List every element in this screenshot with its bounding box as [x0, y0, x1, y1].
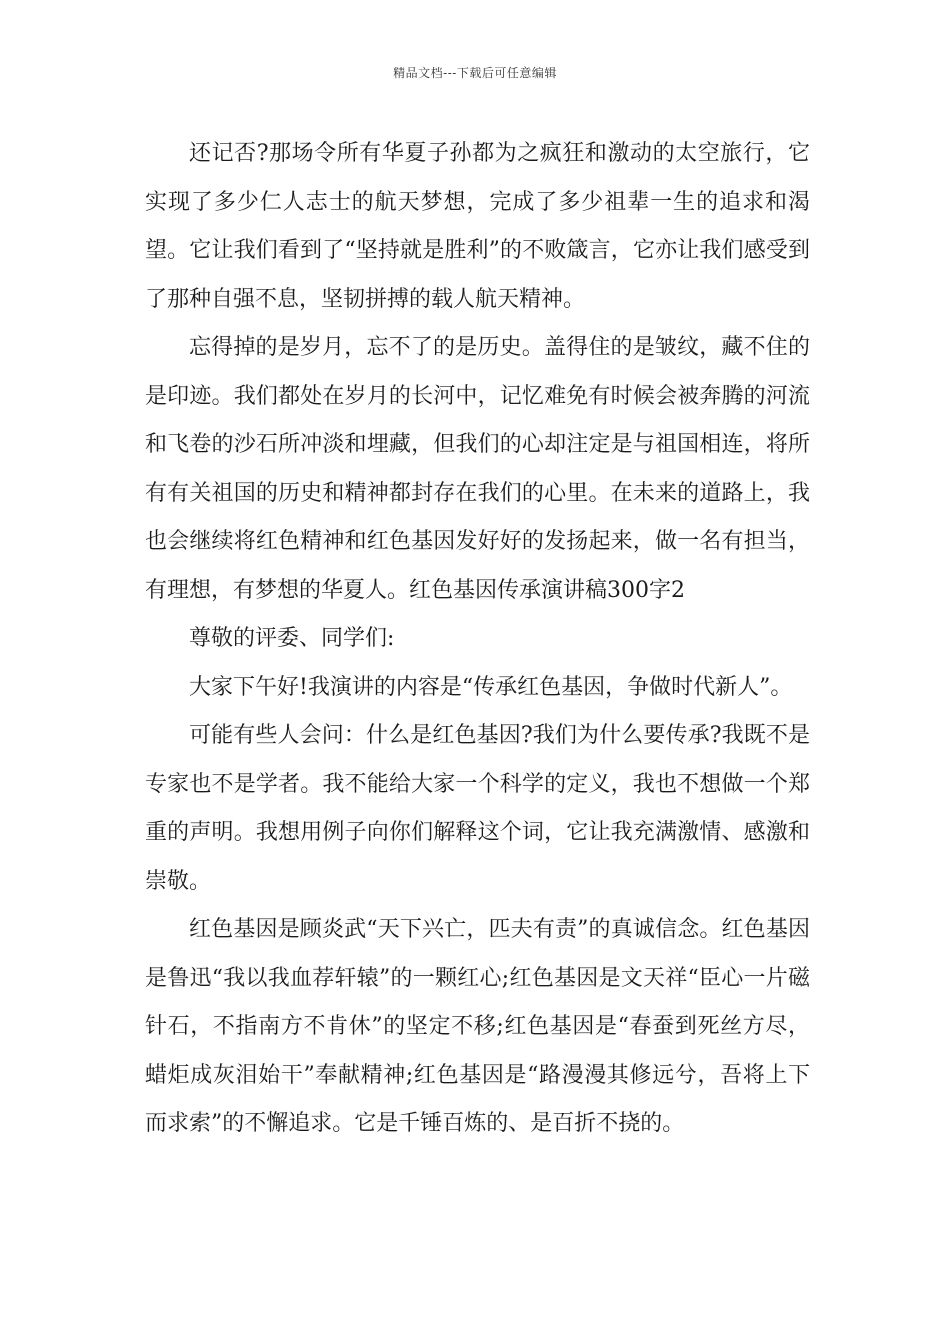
page-header: 精品文档---下载后可任意编辑: [393, 66, 557, 80]
document-body: [145, 130, 810, 1149]
paragraph-6: 红色基因是顾炎武“天下兴亡，匹夫有责”的真诚信念。红色基因是鲁迅“我以我血荐轩辕”的一颗红心;红色基因是文天祥“臣心一片磁针石，不指南方不肯休”的坚定不移;红色基因是“春蚕到死丝方尽，蜡炬成灰泪始干”奉献精神;红色基因是“路漫漫其修远兮，吾将上下而求索”的不懈追求。它是千锤百炼的、是百折不挠的。: [145, 917, 810, 1136]
paragraph-1: 还记否?那场令所有华夏子孙都为之疯狂和激动的太空旅行，它实现了多少仁人志士的航天梦想，完成了多少祖辈一生的追求和渴望。它让我们看到了“坚持就是胜利”的不败箴言，它亦让我们感受到了那种自强不息，坚韧拼搏的载人航天精神。: [145, 141, 810, 312]
paragraph-5: 可能有些人会问：什么是红色基因?我们为什么要传承?我既不是专家也不是学者。我不能给大家一个科学的定义，我也不想做一个郑重的声明。我想用例子向你们解释这个词，它让我充满激情、感激和崇敬。: [145, 723, 810, 894]
paragraph-3: 尊敬的评委、同学们:: [189, 626, 395, 651]
paragraph-2: 忘得掉的是岁月，忘不了的是历史。盖得住的是皱纹，藏不住的是印迹。我们都处在岁月的长河中，记忆难免有时候会被奔腾的河流和飞卷的沙石所冲淡和埋藏，但我们的心却注定是与祖国相连，将所有有关祖国的历史和精神都封存在我们的心里。在未来的道路上，我也会继续将红色精神和红色基因发好好的发扬起来，做一名有担当，有理想，有梦想的华夏人。红色基因传承演讲稿300字2: [145, 335, 810, 603]
paragraph-4: 大家下午好!我演讲的内容是“传承红色基因，争做时代新人”。: [189, 674, 793, 700]
